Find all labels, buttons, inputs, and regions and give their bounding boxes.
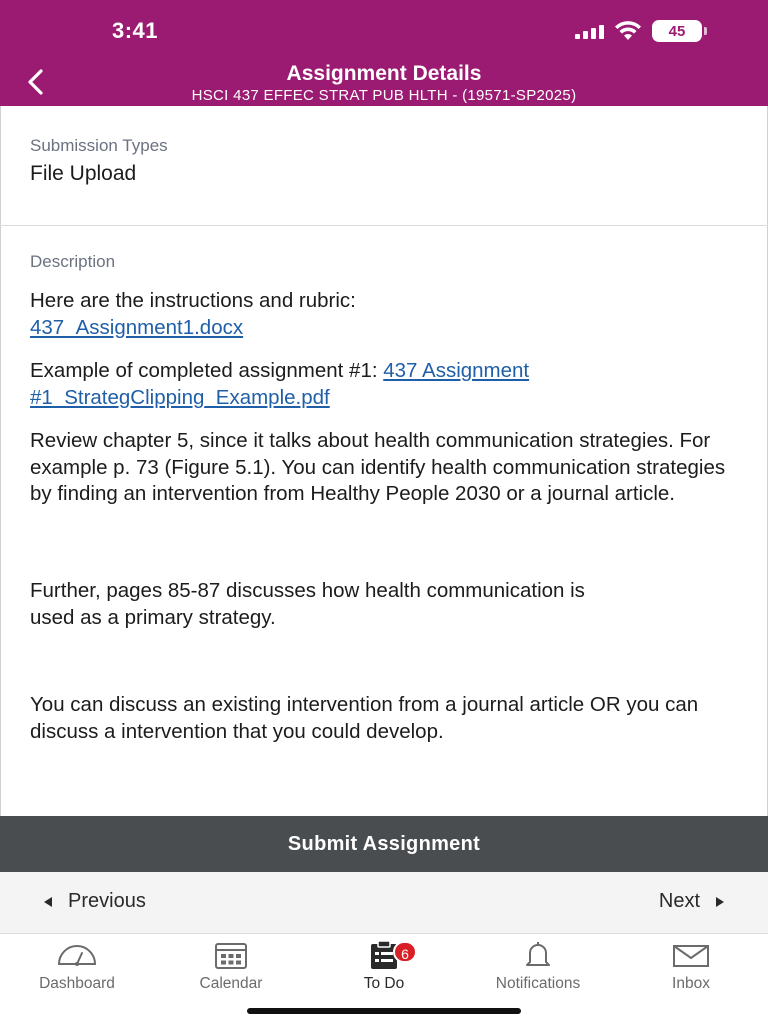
caret-left-icon	[44, 897, 52, 907]
description-paragraph-intervention: You can discuss an existing intervention from a journal article OR you can discuss a intervention that you could develop.	[30, 693, 699, 743]
next-label: Next	[658, 890, 700, 912]
submit-assignment-button[interactable]: Submit Assignment	[0, 816, 768, 872]
tab-inbox[interactable]	[614, 940, 768, 1000]
instructions-text: Here are the instructions and rubric:	[30, 289, 356, 312]
previous-label: Previous	[68, 890, 146, 912]
battery-icon	[652, 20, 702, 42]
description-label: Description	[30, 252, 116, 271]
submission-types-value: File Upload	[30, 162, 137, 185]
todo-count-badge: 6	[393, 941, 417, 963]
caret-right-icon	[716, 897, 724, 907]
app-header	[0, 0, 768, 106]
mail-icon	[671, 940, 711, 970]
tab-todo-label: To Do	[363, 975, 405, 992]
description-paragraph-pages: Further, pages 85-87 discusses how health communication is used as a primary strategy.	[30, 579, 585, 629]
tab-notifications-label: Notifications	[495, 975, 581, 992]
tab-calendar-label: Calendar	[199, 975, 263, 992]
tab-todo[interactable]	[307, 940, 461, 1000]
description-paragraph-instructions	[30, 288, 740, 341]
tab-dashboard[interactable]	[0, 940, 154, 1000]
cellular-signal-icon	[575, 23, 604, 39]
wifi-icon	[614, 21, 642, 41]
example-pdf-link-line1: 437 Assignment	[383, 359, 530, 382]
page-title: Assignment Details	[286, 62, 482, 85]
calendar-icon	[213, 940, 249, 970]
description-paragraph-chapter: Review chapter 5, since it talks about health communication strategies. For example p. 73 (Figure 5.1). You can identify health communication strategies by finding an intervention from Healthy People 2030 or a journal article.	[30, 429, 726, 505]
section-divider	[0, 225, 768, 226]
course-subtitle: HSCI 437 EFFEC STRAT PUB HLTH - (19571-SP2025)	[191, 87, 577, 104]
previous-button[interactable]	[44, 890, 146, 913]
example-text: Example of completed assignment #1:	[30, 359, 384, 382]
home-indicator	[247, 1008, 521, 1014]
assignment-docx-link[interactable]: 437_Assignment1.docx	[30, 315, 244, 339]
tab-notifications[interactable]	[461, 940, 615, 1000]
battery-level: 45	[668, 22, 686, 40]
dashboard-icon	[55, 940, 99, 970]
example-pdf-link-line2: #1_StrategClipping_Example.pdf	[30, 385, 330, 409]
submission-types-label: Submission Types	[30, 136, 168, 155]
bell-icon	[520, 940, 556, 970]
assignment-pager	[0, 872, 768, 934]
description-paragraph-example	[30, 358, 740, 411]
tab-calendar[interactable]	[154, 940, 308, 1000]
status-time: 3:41	[112, 18, 159, 43]
tab-dashboard-label: Dashboard	[39, 975, 115, 992]
next-button[interactable]	[659, 890, 724, 913]
tab-inbox-label: Inbox	[672, 975, 710, 992]
status-icons	[575, 20, 702, 42]
